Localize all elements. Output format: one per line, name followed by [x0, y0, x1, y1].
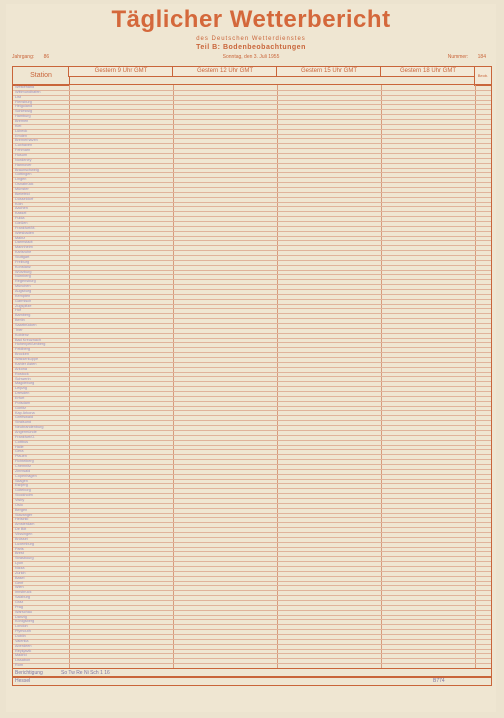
station-name: Göttingen	[15, 172, 32, 177]
station-name: Braunschweig	[15, 167, 39, 172]
group-header-9utc: Gestern 9 Uhr GMT	[68, 66, 174, 77]
station-name: Paris	[15, 546, 24, 551]
station-name: Freiburg	[15, 259, 30, 264]
group-header-15utc: Gestern 15 Uhr GMT	[276, 66, 382, 77]
station-name: Lingen	[15, 177, 27, 182]
station-name: Königsberg	[15, 619, 35, 624]
station-name: Graz	[15, 599, 24, 604]
number-value: 184	[477, 54, 486, 60]
station-name: Würzburg	[15, 269, 32, 274]
station-name: Stralsund	[15, 420, 32, 425]
second-footer-label: Hessel	[15, 678, 31, 684]
station-name: Kiel	[15, 123, 22, 128]
station-name: Bielefeld	[15, 191, 30, 196]
station-name: Prag	[15, 604, 24, 609]
station-name: Warschau	[15, 609, 32, 614]
station-name: Valentia	[15, 638, 29, 643]
station-name: Lübeck	[15, 128, 28, 133]
correction-values: So Tw Re Ni Sch 1 16	[61, 670, 110, 676]
station-name: Westerland	[15, 85, 35, 89]
station-column-header: Station	[12, 66, 70, 86]
station-name: Fichtelberg	[15, 459, 34, 464]
part-heading: Teil B: Bodenbeobachtungen	[196, 44, 306, 51]
station-name: Brocken	[15, 352, 29, 357]
station-name: Salzburg	[15, 595, 30, 600]
station-name: Stuttgart	[15, 255, 30, 260]
station-name: Garmisch	[15, 298, 32, 303]
station-name: Plymouth	[15, 629, 31, 634]
station-name: Aachen	[15, 206, 28, 211]
station-name: Bergen	[15, 507, 28, 512]
report-date: Sonntag, den 3. Juli 1955	[222, 54, 280, 60]
station-name: Bamberg	[15, 313, 31, 318]
station-name: Görlitz	[15, 405, 26, 410]
station-name: Genf	[15, 580, 24, 585]
station-name: Reykjavik	[15, 648, 32, 653]
station-name: Helgoland	[15, 104, 33, 109]
station-name: Esbjerg	[15, 483, 28, 488]
station-name: Plauen	[15, 454, 27, 459]
station-name: Gera	[15, 449, 24, 454]
station-name: Nizza	[15, 565, 25, 570]
station-name: Hamburg	[15, 114, 31, 119]
station-name: Leipzig	[15, 386, 28, 391]
station-name: Stockholm	[15, 493, 33, 498]
station-name: Husum	[15, 153, 28, 158]
station-name: Frankfurt/M.	[15, 225, 36, 230]
station-name: Aberdeen	[15, 643, 32, 648]
station-name: Bremerhaven	[15, 138, 38, 143]
station-name: Köln	[15, 201, 23, 206]
number-field	[448, 54, 486, 60]
station-name: Kap Arkona	[15, 410, 35, 415]
station-name: Zugspitze	[15, 303, 32, 308]
station-name: List	[15, 94, 21, 99]
station-name: Copenhagen	[15, 473, 37, 478]
group-header-18utc: Gestern 18 Uhr GMT	[380, 66, 476, 77]
station-name: Frankfurt/O.	[15, 434, 36, 439]
station-name: Kahler Asten	[15, 361, 37, 366]
station-name: Potsdam	[15, 400, 30, 405]
station-name: Helsinki	[15, 517, 29, 522]
station-name: Luxemburg	[15, 541, 34, 546]
station-name: Hannover	[15, 162, 32, 167]
station-name: Bad Kreuznach	[15, 337, 41, 342]
station-name: Hof	[15, 308, 21, 313]
station-name: Cottbus	[15, 439, 29, 444]
station-name: Basel	[15, 575, 25, 580]
page-title: Täglicher Wetterbericht	[111, 6, 391, 33]
station-name: Wiesbaden	[15, 230, 34, 235]
station-name: Hohenpeißenberg	[15, 342, 46, 347]
station-name: Wittmundhafen	[15, 89, 41, 94]
station-name: Augsburg	[15, 289, 32, 294]
station-name: Rom	[15, 663, 24, 668]
station-name: Magdeburg	[15, 381, 35, 386]
station-name: Zürich	[15, 570, 26, 575]
station-name: Strasbourg	[15, 556, 34, 561]
station-name: Lissabon	[15, 658, 31, 663]
page-subtitle: des Deutschen Wetterdienstes	[196, 36, 306, 42]
weather-report-sheet	[6, 4, 496, 712]
station-name: Amsterdam	[15, 522, 35, 527]
station-name: Gießen	[15, 221, 28, 226]
station-name: Madrid	[15, 653, 27, 658]
station-name: Mannheim	[15, 245, 33, 250]
observation-table	[12, 84, 492, 669]
station-name: Neubrandenburg	[15, 425, 44, 430]
station-name: Koblenz	[15, 332, 29, 337]
station-name: Kempten	[15, 293, 31, 298]
jahrgang-label: Jahrgang	[12, 54, 33, 60]
station-name: Lyon	[15, 561, 24, 566]
station-name: Fulda	[15, 216, 25, 221]
station-name: Cuxhaven	[15, 143, 33, 148]
station-name: Brüssel	[15, 536, 28, 541]
station-name: Schwerin	[15, 376, 31, 381]
station-name: Erfurt	[15, 395, 25, 400]
jahrgang-value: 86	[43, 54, 50, 60]
station-name: Fehmarn	[15, 148, 31, 153]
station-name: Göteborg	[15, 488, 31, 493]
station-name: Nordeney	[15, 157, 32, 162]
station-name: Schleswig	[15, 109, 33, 114]
station-name: London	[15, 624, 28, 629]
station-name: Innsbruck	[15, 590, 32, 595]
station-name: Berlin	[15, 318, 25, 323]
second-footer-row	[12, 676, 492, 686]
station-name: Chemnitz	[15, 463, 32, 468]
station-name: Kassel	[15, 211, 27, 216]
number-label: Nummer:	[447, 54, 469, 60]
station-name: Greifswald	[15, 415, 33, 420]
station-name: Bremen	[15, 119, 29, 123]
station-name: De Bilt	[15, 527, 27, 532]
jahrgang-field: Jahrgang: 86	[12, 54, 50, 60]
station-name: Halle	[15, 444, 24, 449]
station-name: Wien	[15, 585, 24, 590]
station-name: Münster	[15, 187, 29, 192]
extra-column-header: Beob.	[474, 66, 492, 86]
station-name: Zinnwald	[15, 468, 31, 473]
station-name: Flensburg	[15, 99, 32, 104]
station-name: Karlsruhe	[15, 250, 32, 255]
correction-label: Berichtigung	[15, 670, 43, 676]
station-name: Skagen	[15, 478, 28, 483]
station-name: Dublin	[15, 633, 26, 638]
station-name: Nürnberg	[15, 274, 31, 279]
station-name: Brest	[15, 551, 24, 556]
station-name: Emden	[15, 133, 28, 138]
station-name: Regensburg	[15, 279, 36, 284]
station-name: Oslo	[15, 502, 23, 507]
station-name: Darmstadt	[15, 240, 33, 245]
station-name: Stavanger	[15, 512, 33, 517]
page-mark: B774	[433, 678, 445, 684]
station-name: Saarbrücken	[15, 323, 37, 328]
station-name: Angermünde	[15, 429, 37, 434]
station-name: Visby	[15, 497, 25, 502]
station-name: Düsseldorf	[15, 196, 34, 201]
station-name: Wasserkuppe	[15, 357, 39, 362]
station-name: München	[15, 284, 31, 289]
station-name: Arkona	[15, 366, 28, 371]
station-name: Mainz	[15, 235, 26, 240]
station-name: Vlissingen	[15, 531, 33, 536]
group-header-12utc: Gestern 12 Uhr GMT	[172, 66, 278, 77]
station-name: Konstanz	[15, 264, 31, 269]
station-name: Osnabrück	[15, 182, 34, 187]
station-name: Trier	[15, 327, 23, 332]
station-name: Feldberg	[15, 347, 30, 352]
station-name: Dresden	[15, 391, 30, 396]
station-name: Rostock	[15, 371, 29, 376]
station-name: Danzig	[15, 614, 27, 619]
